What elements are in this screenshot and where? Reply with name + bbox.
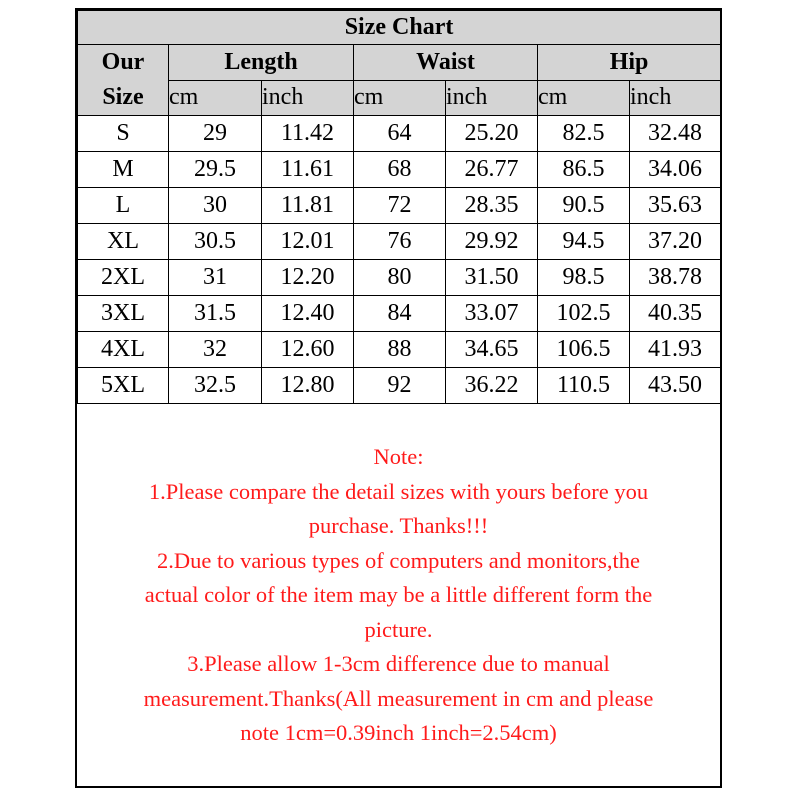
measurement-cell: 12.40 [262, 296, 354, 332]
size-chart-table [77, 10, 721, 404]
size-cell: S [78, 116, 169, 152]
note-line: purchase. Thanks!!! [308, 513, 489, 538]
unit-header: cm [354, 80, 446, 116]
table-row [78, 224, 721, 260]
size-header-line-2: Size [102, 84, 144, 110]
measurement-cell: 86.5 [538, 152, 630, 188]
note-line: picture. [364, 616, 433, 642]
measurement-cell: 12.60 [262, 332, 354, 368]
table-row [78, 188, 721, 224]
measurement-cell: 32.48 [630, 116, 721, 152]
measurement-cell: 90.5 [538, 188, 630, 224]
unit-header: cm [538, 80, 630, 116]
measurement-cell: 98.5 [538, 260, 630, 296]
table-row [78, 116, 721, 152]
measurement-cell: 26.77 [446, 152, 538, 188]
table-row [78, 368, 721, 404]
note-line: note 1cm=0.39inch 1inch=2.54cm) [240, 720, 557, 745]
size-header-line-1: Our [101, 49, 145, 75]
measurement-cell: 36.22 [446, 368, 538, 404]
measurement-cell: 32 [169, 332, 262, 368]
measurement-cell: 29 [169, 116, 262, 152]
measurement-cell: 82.5 [538, 116, 630, 152]
size-cell: 5XL [78, 368, 169, 404]
measurement-cell: 29.92 [446, 224, 538, 260]
measurement-cell: 37.20 [630, 224, 721, 260]
table-row [78, 152, 721, 188]
measurement-cell: 102.5 [538, 296, 630, 332]
table-row [78, 296, 721, 332]
measurement-cell: 40.35 [630, 296, 721, 332]
measurement-cell: 12.20 [262, 260, 354, 296]
size-cell: 3XL [78, 296, 169, 332]
length-header: Length [169, 45, 354, 81]
measurement-cell: 64 [354, 116, 446, 152]
unit-header: inch [262, 80, 354, 116]
measurement-cell: 76 [354, 224, 446, 260]
measurement-cell: 31.50 [446, 260, 538, 296]
note-line: 1.Please compare the detail sizes with yours before you [148, 478, 649, 504]
measurement-cell: 11.81 [262, 188, 354, 224]
measurement-cell: 28.35 [446, 188, 538, 224]
measurement-cell: 110.5 [538, 368, 630, 404]
size-chart-frame [75, 8, 722, 788]
measurement-cell: 38.78 [630, 260, 721, 296]
hip-header: Hip [538, 45, 721, 81]
measurement-cell: 88 [354, 332, 446, 368]
measurement-cell: 92 [354, 368, 446, 404]
measurement-cell: 33.07 [446, 296, 538, 332]
measurement-cell: 80 [354, 260, 446, 296]
table-row [78, 260, 721, 296]
measurement-cell: 25.20 [446, 116, 538, 152]
measurement-cell: 35.63 [630, 188, 721, 224]
measurement-cell: 84 [354, 296, 446, 332]
measurement-cell: 30 [169, 188, 262, 224]
measurement-cell: 68 [354, 152, 446, 188]
unit-header: cm [169, 80, 262, 116]
measurement-cell: 43.50 [630, 368, 721, 404]
note-heading: Note: [373, 444, 424, 469]
note-line: 2.Due to various types of computers and monitors,the [156, 547, 641, 573]
measurement-cell: 32.5 [169, 368, 262, 404]
measurement-cell: 12.80 [262, 368, 354, 404]
measurement-cell: 11.61 [262, 152, 354, 188]
unit-header: inch [446, 80, 538, 116]
note-line: 3.Please allow 1-3cm difference due to manual [187, 651, 610, 676]
size-cell: 2XL [78, 260, 169, 296]
size-rows [78, 116, 721, 404]
measurement-cell: 106.5 [538, 332, 630, 368]
measurement-cell: 12.01 [262, 224, 354, 260]
size-cell: M [78, 152, 169, 188]
measurement-cell: 34.06 [630, 152, 721, 188]
measurement-cell: 11.42 [262, 116, 354, 152]
note-line: measurement.Thanks(All measurement in cm and please [143, 685, 654, 711]
measurement-cell: 72 [354, 188, 446, 224]
chart-title: Size Chart [78, 11, 721, 45]
measurement-cell: 34.65 [446, 332, 538, 368]
measurement-cell: 41.93 [630, 332, 721, 368]
measurement-cell: 30.5 [169, 224, 262, 260]
waist-header: Waist [354, 45, 538, 81]
measurement-cell: 29.5 [169, 152, 262, 188]
measurement-cell: 94.5 [538, 224, 630, 260]
size-cell: XL [78, 224, 169, 260]
note-line: actual color of the item may be a little different form the [144, 582, 653, 607]
measurement-cell: 31.5 [169, 296, 262, 332]
size-cell: L [78, 188, 169, 224]
unit-header: inch [630, 80, 721, 116]
measurement-cell: 31 [169, 260, 262, 296]
size-column-header [78, 45, 169, 116]
table-row [78, 332, 721, 368]
note-block [77, 440, 720, 751]
size-cell: 4XL [78, 332, 169, 368]
